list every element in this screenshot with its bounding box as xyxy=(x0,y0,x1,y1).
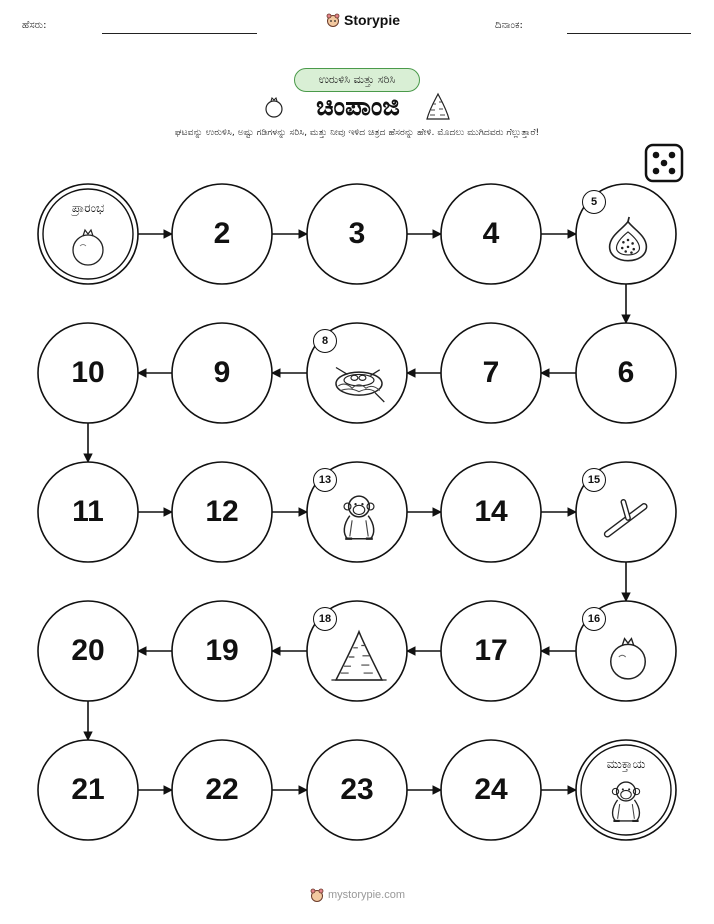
space-number: 3 xyxy=(348,217,366,250)
space-number: 10 xyxy=(71,356,105,389)
space-number-badge: 13 xyxy=(313,468,337,492)
space-number-badge: 18 xyxy=(313,607,337,631)
space-number-badge: 8 xyxy=(313,329,337,353)
space-number: 4 xyxy=(482,217,500,250)
finish-label: ಮುಕ್ತಾಯ xyxy=(606,757,646,771)
brand-name: Storypie xyxy=(344,12,401,28)
space-number: 19 xyxy=(205,634,239,667)
space-number: 20 xyxy=(71,634,105,667)
start-label: ಪ್ರಾರಂಭ xyxy=(71,201,105,215)
storypie-mascot-icon xyxy=(310,888,324,902)
instructions-text: ಘಟವನ್ನು ಉರುಳಿಸಿ, ಅಷ್ಟು ಗಡಿಗಳನ್ನು ಸರಿಸಿ, ಮತ್ತು ನೀವು ಇಳಿದ ಚಿತ್ರದ ಹೆಸರನ್ನು ಹೇಳಿ. ಮೊದಲು ಮುಗಿದವರು ಗೆಲ್ಲುತ್ತಾರೆ! xyxy=(174,127,540,138)
space-number: 21 xyxy=(71,773,105,806)
date-label: ದಿನಾಂಕ: xyxy=(495,20,523,31)
space-number-badge: 16 xyxy=(582,607,606,631)
space-number: 6 xyxy=(617,356,635,389)
space-number: 17 xyxy=(474,634,508,667)
space-number-badge: 15 xyxy=(582,468,606,492)
space-number: 9 xyxy=(213,356,231,389)
space-number-badge: 5 xyxy=(582,190,606,214)
space-number: 14 xyxy=(474,495,508,528)
game-mode-badge: ಉರುಳಿಸಿ ಮತ್ತು ಸರಿಸಿ xyxy=(294,68,420,92)
space-number: 7 xyxy=(482,356,500,389)
space-number: 11 xyxy=(72,495,104,528)
name-label: ಹೆಸರು: xyxy=(22,20,47,31)
space-number: 12 xyxy=(205,495,239,528)
footer-site: mystorypie.com xyxy=(328,889,406,901)
space-number: 23 xyxy=(340,773,374,806)
space-number: 22 xyxy=(205,773,239,806)
footer xyxy=(310,888,405,902)
page-title: ಚಿಂಪಾಂಜಿ xyxy=(316,92,400,122)
space-number: 24 xyxy=(474,773,508,806)
space-number: 2 xyxy=(213,217,231,250)
